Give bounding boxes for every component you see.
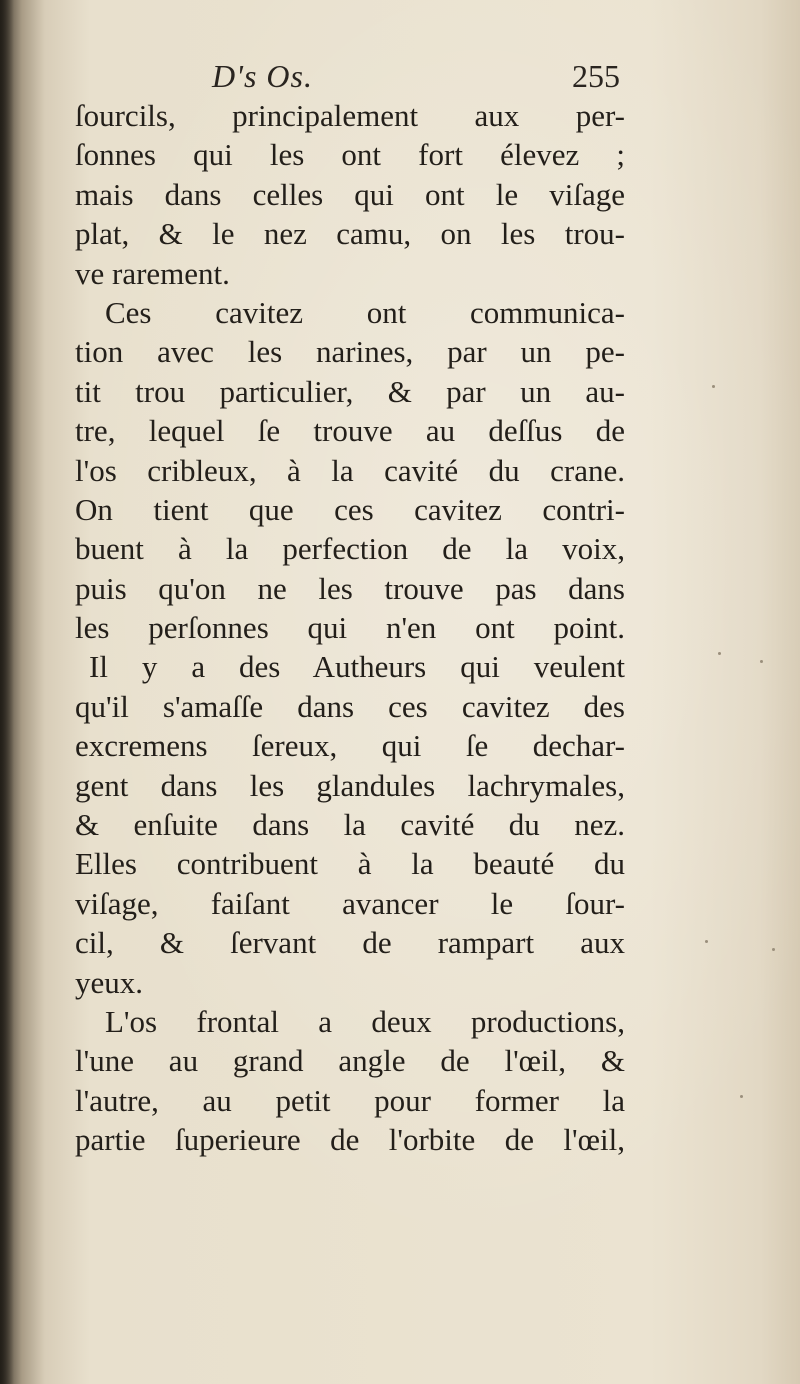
paper-speck bbox=[718, 652, 721, 655]
paper-speck bbox=[772, 948, 775, 951]
text-line: tre, lequel ſe trouve au deſſus de bbox=[75, 413, 625, 449]
text-line: Il y a des Autheurs qui veulent bbox=[89, 649, 625, 685]
text-line: buent à la perfection de la voix, bbox=[75, 531, 625, 567]
text-line: Elles contribuent à la beauté du bbox=[75, 846, 625, 882]
paper-speck bbox=[740, 1095, 743, 1098]
text-line: cil, & ſervant de rampart aux bbox=[75, 925, 625, 961]
page-header bbox=[150, 58, 620, 98]
text-line: viſage, faiſant avancer le ſour- bbox=[75, 885, 625, 921]
paper-speck bbox=[760, 660, 763, 663]
text-line: gent dans les glandules lachrymales, bbox=[75, 767, 625, 803]
text-line: mais dans celles qui ont le viſage bbox=[75, 176, 625, 212]
running-title: D's Os. bbox=[212, 58, 313, 94]
spine-shadow bbox=[0, 0, 14, 1384]
body-text bbox=[75, 96, 625, 1160]
text-line: ſonnes qui les ont fort élevez ; bbox=[75, 137, 625, 173]
paper-speck bbox=[712, 385, 715, 388]
text-line: l'une au grand angle de l'œil, & bbox=[75, 1043, 625, 1079]
text-line: partie ſuperieure de l'orbite de l'œil, bbox=[75, 1122, 625, 1158]
text-line: tion avec les narines, par un pe- bbox=[75, 334, 625, 370]
text-line: excremens ſereux, qui ſe dechar- bbox=[75, 728, 625, 764]
text-line: ſourcils, principalement aux per- bbox=[75, 98, 625, 133]
text-line: l'os cribleux, à la cavité du crane. bbox=[75, 452, 625, 488]
text-line: L'os frontal a deux productions, bbox=[105, 1003, 625, 1039]
text-line: ve rarement. bbox=[75, 255, 230, 291]
paper-speck bbox=[705, 940, 708, 943]
text-line: l'autre, au petit pour former la bbox=[75, 1082, 625, 1118]
text-line: On tient que ces cavitez contri- bbox=[75, 491, 625, 527]
text-line: yeux. bbox=[75, 964, 144, 1000]
text-line: Ces cavitez ont communica- bbox=[105, 294, 625, 330]
text-line: qu'il s'amaſſe dans ces cavitez des bbox=[75, 688, 625, 724]
text-line: plat, & le nez camu, on les trou- bbox=[75, 216, 625, 252]
text-line: les perſonnes qui n'en ont point. bbox=[75, 610, 625, 646]
text-line: tit trou particulier, & par un au- bbox=[75, 373, 625, 409]
page-number: 255 bbox=[572, 58, 620, 94]
text-line: puis qu'on ne les trouve pas dans bbox=[75, 570, 625, 606]
text-line: & enſuite dans la cavité du nez. bbox=[75, 807, 625, 843]
